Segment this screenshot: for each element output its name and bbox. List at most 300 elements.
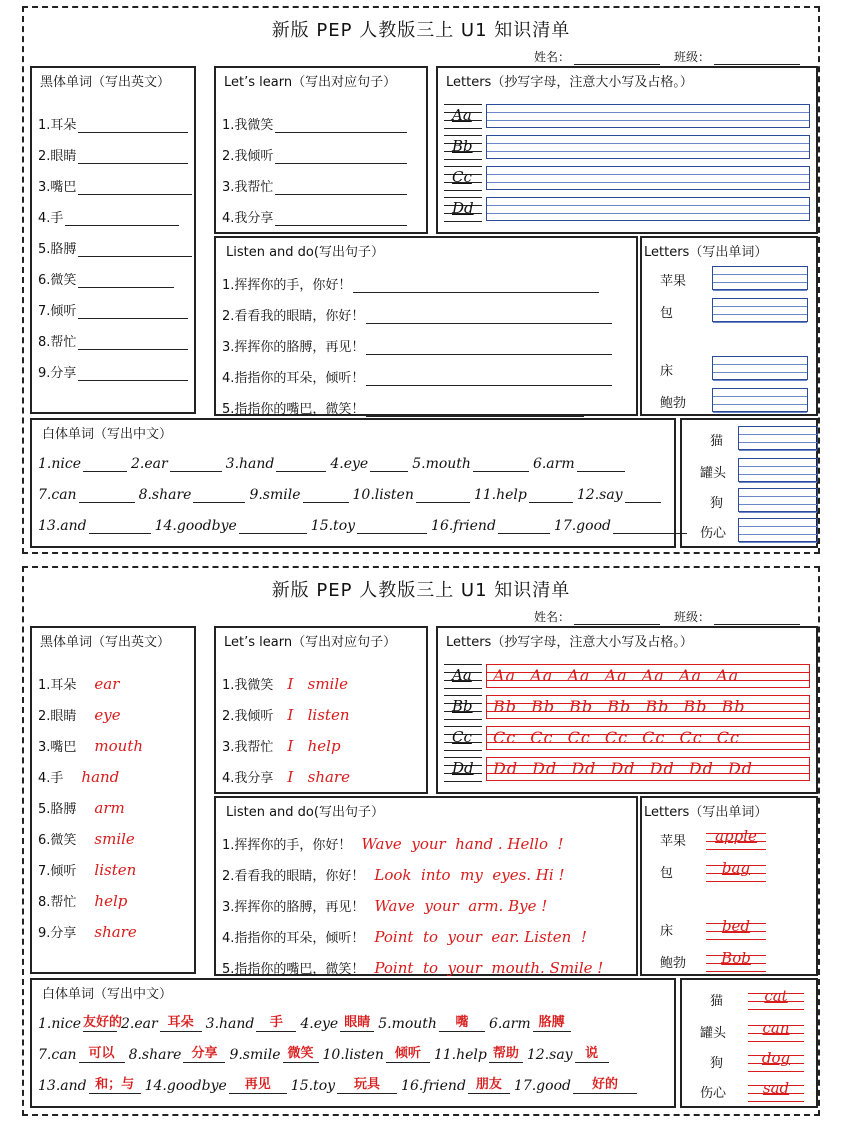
lets-learn-prompt: 2.我倾听 (222, 709, 274, 724)
lets-learn-answer: I help (287, 737, 341, 755)
letter-word-answer: Bob (721, 949, 751, 967)
black-word-prompt: 1.耳朵 (38, 678, 77, 693)
white-word-answer-line[interactable] (575, 1048, 609, 1063)
white-words-row (38, 1016, 575, 1032)
letter-word-row (646, 948, 812, 972)
white-word-answer-line[interactable] (193, 488, 245, 503)
white-word-answer-line[interactable] (170, 457, 222, 472)
black-word-row (38, 860, 136, 879)
letter-words-box (640, 236, 818, 416)
letter-word-chinese: 罐头 (700, 466, 727, 481)
letter-word-lines[interactable] (738, 518, 818, 542)
letter-practice-answer: Dd Dd Dd Dd Dd Dd Dd (493, 759, 754, 778)
white-word-answer-line[interactable] (468, 1079, 510, 1094)
white-word-answer-line[interactable] (229, 1079, 287, 1094)
letter-word-chinese: 狗 (710, 496, 724, 511)
black-word-row (38, 114, 188, 133)
black-word-answer-line[interactable] (78, 148, 188, 164)
black-word-prompt: 6.微笑 (38, 273, 77, 288)
white-words-row (38, 487, 665, 503)
black-word-prompt: 8.帮忙 (38, 895, 77, 910)
black-word-prompt: 1.耳朵 (38, 118, 77, 133)
black-word-row (38, 767, 119, 786)
white-words-row (38, 1078, 641, 1094)
white-word-answer: 帮助 (492, 1046, 519, 1061)
letter-sample (444, 166, 482, 190)
letter-row (444, 135, 810, 159)
listen-do-box (214, 796, 638, 976)
letter-word-answer: dog (761, 1049, 791, 1067)
letter-word-chinese: 猫 (710, 434, 724, 449)
name-field[interactable] (574, 52, 660, 65)
black-word-answer: mouth (94, 737, 144, 755)
black-word-row (38, 269, 174, 288)
letter-word-lines[interactable] (712, 356, 808, 380)
class-label: 班级： (673, 610, 710, 624)
letters-copy-header: Letters（抄写字母，注意大小写及占格。） (446, 635, 693, 650)
white-word-answer-line[interactable] (303, 488, 349, 503)
white-word-prompt: 15.toy (310, 518, 356, 534)
letter-sample (444, 104, 482, 128)
letter-word-chinese: 床 (660, 364, 674, 379)
letter-word-row (646, 266, 812, 290)
listen-do-header: Listen and do(写出句子） (226, 805, 384, 820)
white-word-prompt: 12.say (526, 1047, 573, 1063)
white-word-prompt: 5.mouth (378, 1016, 437, 1032)
letter-sample-text: Cc (452, 728, 472, 746)
white-word-answer: 嘴 (455, 1015, 469, 1030)
letter-word-row (646, 388, 812, 412)
white-word-prompt: 16.friend (401, 1078, 466, 1094)
letter-sample-text: Aa (452, 666, 472, 684)
black-word-row (38, 798, 125, 817)
black-words-box (30, 626, 196, 974)
letter-word-chinese: 床 (660, 924, 674, 939)
white-word-answer: 可以 (88, 1046, 115, 1061)
black-word-row (38, 922, 137, 941)
listen-do-header: Listen and do(写出句子） (226, 245, 384, 260)
lets-learn-prompt: 3.我帮忙 (222, 180, 274, 195)
white-word-answer-line[interactable] (533, 1017, 571, 1032)
white-words-row (38, 456, 629, 472)
lets-learn-prompt: 4.我分享 (222, 211, 274, 226)
listen-do-prompt: 3.挥挥你的胳膊，再见！ (222, 340, 365, 355)
lets-learn-header: Let’s learn（写出对应句子） (224, 635, 397, 650)
white-word-answer-line[interactable] (340, 1017, 374, 1032)
white-word-prompt: 13.and (38, 518, 87, 534)
listen-do-prompt: 4.指指你的耳朵，倾听！ (222, 371, 365, 386)
white-word-prompt: 7.can (38, 1047, 77, 1063)
black-word-answer-line[interactable] (78, 179, 192, 195)
letter-word-lines[interactable] (738, 426, 818, 450)
white-word-prompt: 2.ear (120, 1016, 158, 1032)
listen-do-prompt: 2.看看我的眼睛，你好！ (222, 869, 365, 884)
white-word-answer-line[interactable] (239, 519, 307, 534)
black-word-prompt: 2.眼睛 (38, 709, 77, 724)
black-word-answer-line[interactable] (78, 334, 188, 350)
letter-sample (444, 757, 482, 781)
white-word-prompt: 11.help (433, 1047, 487, 1063)
white-word-prompt: 17.good (513, 1078, 571, 1094)
black-word-prompt: 9.分享 (38, 366, 77, 381)
lets-learn-answer-line[interactable] (275, 210, 407, 226)
letter-sample (444, 197, 482, 221)
black-word-row (38, 829, 135, 848)
white-word-answer-line[interactable] (276, 457, 326, 472)
letter-word-lines[interactable] (712, 266, 808, 290)
letter-sample-text: Dd (452, 759, 474, 777)
white-words-box (30, 978, 676, 1108)
white-word-answer: 玩具 (354, 1077, 381, 1092)
white-word-answer: 倾听 (394, 1046, 421, 1061)
name-class-row (534, 48, 800, 65)
listen-do-answer-line[interactable] (366, 339, 612, 355)
letter-word-lines[interactable] (706, 826, 766, 850)
white-word-answer-line[interactable] (416, 488, 470, 503)
white-word-answer: 朋友 (475, 1077, 502, 1092)
black-word-answer-line[interactable] (65, 210, 179, 226)
letter-word-chinese: 鲍勃 (660, 396, 687, 411)
white-word-prompt: 6.arm (532, 456, 575, 472)
letter-row (444, 104, 810, 128)
lets-learn-row (222, 705, 350, 724)
black-word-row (38, 331, 188, 350)
black-word-answer: ear (94, 675, 120, 693)
white-word-answer-line[interactable] (625, 488, 661, 503)
lets-learn-row (222, 767, 350, 786)
lets-learn-box (214, 66, 428, 234)
white-word-answer-line[interactable] (498, 519, 550, 534)
white-word-answer-line[interactable] (573, 1079, 637, 1094)
black-word-answer: eye (94, 706, 121, 724)
letter-practice-lines[interactable] (486, 757, 810, 781)
black-word-prompt: 4.手 (38, 211, 64, 226)
letter-practice-answer: Aa Aa Aa Aa Aa Aa Aa (493, 666, 740, 685)
letter-word-row (646, 916, 812, 940)
letter-words-box-2 (680, 978, 818, 1108)
lets-learn-prompt: 1.我微笑 (222, 678, 274, 693)
lets-learn-answer-line[interactable] (275, 179, 407, 195)
black-word-answer: share (94, 923, 137, 941)
letter-sample-text: Dd (452, 199, 474, 217)
letter-words-box-2 (680, 418, 818, 548)
black-words-box (30, 66, 196, 414)
white-word-prompt: 8.share (128, 1047, 182, 1063)
white-word-answer: 友好的 (82, 1015, 122, 1030)
white-word-answer: 耳朵 (167, 1015, 194, 1030)
white-word-prompt: 7.can (38, 487, 77, 503)
letter-word-lines[interactable] (748, 986, 804, 1010)
black-word-answer: hand (81, 768, 120, 786)
white-word-prompt: 9.smile (249, 487, 301, 503)
black-word-row (38, 300, 188, 319)
black-word-row (38, 207, 179, 226)
letter-word-lines[interactable] (738, 488, 818, 512)
white-word-answer-line[interactable] (256, 1017, 296, 1032)
black-word-prompt: 8.帮忙 (38, 335, 77, 350)
lets-learn-row (222, 674, 348, 693)
white-word-answer-line[interactable] (337, 1079, 397, 1094)
letter-sample-text: Cc (452, 168, 472, 186)
black-word-prompt: 5.胳膊 (38, 802, 77, 817)
listen-do-row (222, 398, 584, 417)
white-word-answer-line[interactable] (183, 1048, 225, 1063)
listen-do-row (222, 305, 612, 324)
white-word-answer-line[interactable] (529, 488, 573, 503)
white-word-prompt: 16.friend (431, 518, 496, 534)
letter-word-row (686, 986, 812, 1010)
letters-copy-box (436, 66, 818, 234)
letter-word-row (686, 488, 812, 512)
letter-sample-text: Bb (452, 697, 473, 715)
letter-word-chinese: 罐头 (700, 1026, 727, 1041)
listen-do-answer: Point to your ear. Listen ! (374, 928, 587, 946)
class-field[interactable] (714, 612, 800, 625)
listen-do-prompt: 4.指指你的耳朵，倾听！ (222, 931, 365, 946)
black-word-answer-line[interactable] (78, 272, 174, 288)
letter-word-answer: bag (721, 859, 751, 877)
black-word-row (38, 891, 127, 910)
white-word-answer: 微笑 (287, 1046, 314, 1061)
white-word-answer-line[interactable] (283, 1048, 319, 1063)
white-word-prompt: 14.goodbye (144, 1078, 227, 1094)
white-word-prompt: 3.hand (205, 1016, 255, 1032)
white-word-prompt: 15.toy (290, 1078, 336, 1094)
letter-word-row (686, 426, 812, 450)
letter-words-header: Letters（写出单词） (644, 245, 768, 260)
lets-learn-prompt: 3.我帮忙 (222, 740, 274, 755)
letter-word-row (686, 458, 812, 482)
listen-do-prompt: 1.挥挥你的手，你好！ (222, 838, 352, 853)
black-word-row (38, 176, 192, 195)
lets-learn-answer-line[interactable] (275, 148, 407, 164)
black-word-prompt: 6.微笑 (38, 833, 77, 848)
letter-word-row (686, 1048, 812, 1072)
letter-sample (444, 664, 482, 688)
letter-word-chinese: 苹果 (660, 834, 687, 849)
white-word-answer: 再见 (244, 1077, 271, 1092)
white-word-answer: 说 (585, 1046, 599, 1061)
white-word-answer-line[interactable] (370, 457, 408, 472)
white-words-header: 白体单词（写出中文） (42, 987, 173, 1002)
listen-do-answer-line[interactable] (366, 370, 612, 386)
white-word-answer-line[interactable] (160, 1017, 202, 1032)
blank-worksheet (22, 6, 820, 554)
white-word-prompt: 13.and (38, 1078, 87, 1094)
white-word-answer: 胳膊 (538, 1015, 565, 1030)
lets-learn-answer: I smile (287, 675, 349, 693)
white-word-answer-line[interactable] (79, 488, 135, 503)
lets-learn-prompt: 4.我分享 (222, 771, 274, 786)
letter-sample (444, 135, 482, 159)
black-word-prompt: 7.倾听 (38, 304, 77, 319)
black-word-answer-line[interactable] (78, 117, 188, 133)
letter-word-lines[interactable] (706, 916, 766, 940)
white-word-answer: 好的 (591, 1077, 618, 1092)
white-word-prompt: 4.eye (330, 456, 369, 472)
letter-practice-lines[interactable] (486, 197, 810, 221)
white-word-answer: 和；与 (95, 1077, 135, 1092)
letter-sample-text: Aa (452, 106, 472, 124)
name-label: 姓名： (533, 50, 570, 64)
name-field[interactable] (574, 612, 660, 625)
listen-do-answer-line[interactable] (366, 401, 584, 417)
white-word-prompt: 14.goodbye (154, 518, 237, 534)
black-word-prompt: 4.手 (38, 771, 64, 786)
white-word-prompt: 11.help (473, 487, 527, 503)
listen-do-answer: Point to your mouth. Smile ! (374, 959, 604, 977)
white-word-prompt: 4.eye (300, 1016, 339, 1032)
white-word-answer-line[interactable] (83, 457, 127, 472)
letter-word-lines[interactable] (706, 948, 766, 972)
white-word-prompt: 2.ear (130, 456, 168, 472)
lets-learn-header: Let’s learn（写出对应句子） (224, 75, 397, 90)
listen-do-answer-line[interactable] (366, 308, 612, 324)
black-word-answer-line[interactable] (78, 303, 188, 319)
letter-word-chinese: 伤心 (700, 1086, 727, 1101)
letter-word-row (646, 356, 812, 380)
white-word-answer-line[interactable] (89, 1079, 141, 1094)
black-word-prompt: 3.嘴巴 (38, 180, 77, 195)
name-label: 姓名： (533, 610, 570, 624)
white-word-answer-line[interactable] (79, 1048, 125, 1063)
white-word-answer-line[interactable] (357, 519, 427, 534)
black-word-row (38, 362, 188, 381)
letter-word-chinese: 苹果 (660, 274, 687, 289)
black-word-answer: arm (94, 799, 125, 817)
letter-word-answer: cat (764, 987, 788, 1005)
listen-do-prompt: 3.挥挥你的胳膊，再见！ (222, 900, 365, 915)
letter-word-chinese: 鲍勃 (660, 956, 687, 971)
letter-word-chinese: 猫 (710, 994, 724, 1009)
lets-learn-row (222, 176, 407, 195)
letter-practice-lines[interactable] (486, 664, 810, 688)
listen-do-answer: Look into my eyes. Hi ! (374, 866, 565, 884)
black-word-row (38, 238, 192, 257)
lets-learn-box (214, 626, 428, 794)
white-word-prompt: 17.good (553, 518, 611, 534)
letter-practice-lines[interactable] (486, 104, 810, 128)
class-field[interactable] (714, 52, 800, 65)
black-words-header: 黑体单词（写出英文） (40, 75, 171, 90)
worksheet-title: 新版 PEP 人教版三上 U1 知识清单 (271, 20, 571, 41)
letter-practice-lines[interactable] (486, 135, 810, 159)
letter-practice-lines[interactable] (486, 726, 810, 750)
letter-row (444, 695, 810, 719)
letter-word-row (646, 826, 812, 850)
white-word-prompt: 5.mouth (412, 456, 471, 472)
listen-do-row (222, 336, 612, 355)
white-word-answer-line[interactable] (489, 1048, 523, 1063)
white-word-prompt: 6.arm (488, 1016, 531, 1032)
white-word-answer-line[interactable] (82, 1015, 122, 1032)
letter-word-lines[interactable] (738, 458, 818, 482)
black-word-prompt: 3.嘴巴 (38, 740, 77, 755)
letter-word-row (686, 1078, 812, 1102)
letter-practice-answer: Bb Bb Bb Bb Bb Bb Bb (493, 697, 746, 716)
white-word-answer: 眼睛 (344, 1015, 371, 1030)
white-words-header: 白体单词（写出中文） (42, 427, 173, 442)
listen-do-answer-line[interactable] (353, 277, 599, 293)
letter-word-lines[interactable] (712, 388, 808, 412)
white-words-row (38, 518, 691, 534)
white-word-prompt: 1.nice (38, 1016, 81, 1032)
letter-word-lines[interactable] (748, 1048, 804, 1072)
white-word-answer-line[interactable] (473, 457, 529, 472)
letter-row (444, 726, 810, 750)
letter-sample (444, 695, 482, 719)
letter-practice-answer: Cc Cc Cc Cc Cc Cc Cc (493, 728, 740, 747)
class-label: 班级： (673, 50, 710, 64)
letter-sample-text: Bb (452, 137, 473, 155)
white-word-prompt: 1.nice (38, 456, 81, 472)
white-word-answer-line[interactable] (439, 1017, 485, 1032)
letter-word-lines[interactable] (712, 298, 808, 322)
letter-words-box (640, 796, 818, 976)
white-word-prompt: 3.hand (225, 456, 275, 472)
lets-learn-prompt: 2.我倾听 (222, 149, 274, 164)
white-words-box (30, 418, 676, 548)
white-word-answer-line[interactable] (613, 519, 687, 534)
lets-learn-answer: I listen (287, 706, 350, 724)
letter-word-answer: bed (721, 917, 751, 935)
listen-do-box (214, 236, 638, 416)
listen-do-row (222, 834, 564, 853)
listen-do-answer: Wave your hand . Hello ! (361, 835, 564, 853)
lets-learn-row (222, 114, 407, 133)
letter-row (444, 197, 810, 221)
black-word-row (38, 705, 121, 724)
listen-do-prompt: 2.看看我的眼睛，你好！ (222, 309, 365, 324)
lets-learn-row (222, 736, 341, 755)
black-word-answer-line[interactable] (78, 365, 188, 381)
letters-copy-box (436, 626, 818, 794)
listen-do-row (222, 367, 612, 386)
letter-word-answer: can (762, 1019, 790, 1037)
white-word-answer: 手 (269, 1015, 283, 1030)
listen-do-row (222, 274, 599, 293)
letter-word-row (646, 298, 812, 322)
white-word-answer-line[interactable] (89, 519, 151, 534)
white-word-answer-line[interactable] (577, 457, 625, 472)
black-word-answer-line[interactable] (78, 241, 192, 257)
lets-learn-answer-line[interactable] (275, 117, 407, 133)
letter-word-lines[interactable] (706, 858, 766, 882)
black-word-answer: listen (94, 861, 137, 879)
letter-word-answer: sad (762, 1079, 790, 1097)
white-word-answer-line[interactable] (386, 1048, 430, 1063)
letter-word-chinese: 包 (660, 306, 674, 321)
letter-word-row (686, 518, 812, 542)
letter-row (444, 166, 810, 190)
letter-word-lines[interactable] (748, 1018, 804, 1042)
white-word-answer: 分享 (191, 1046, 218, 1061)
letter-practice-lines[interactable] (486, 695, 810, 719)
letter-word-answer: apple (715, 827, 757, 845)
listen-do-row (222, 865, 564, 884)
letter-word-lines[interactable] (748, 1078, 804, 1102)
letter-practice-lines[interactable] (486, 166, 810, 190)
white-words-row (38, 1047, 613, 1063)
black-word-prompt: 9.分享 (38, 926, 77, 941)
listen-do-row (222, 958, 603, 977)
black-word-prompt: 2.眼睛 (38, 149, 77, 164)
listen-do-prompt: 1.挥挥你的手，你好！ (222, 278, 352, 293)
lets-learn-prompt: 1.我微笑 (222, 118, 274, 133)
letter-row (444, 664, 810, 688)
black-word-answer: smile (94, 830, 135, 848)
black-word-answer: help (94, 892, 128, 910)
